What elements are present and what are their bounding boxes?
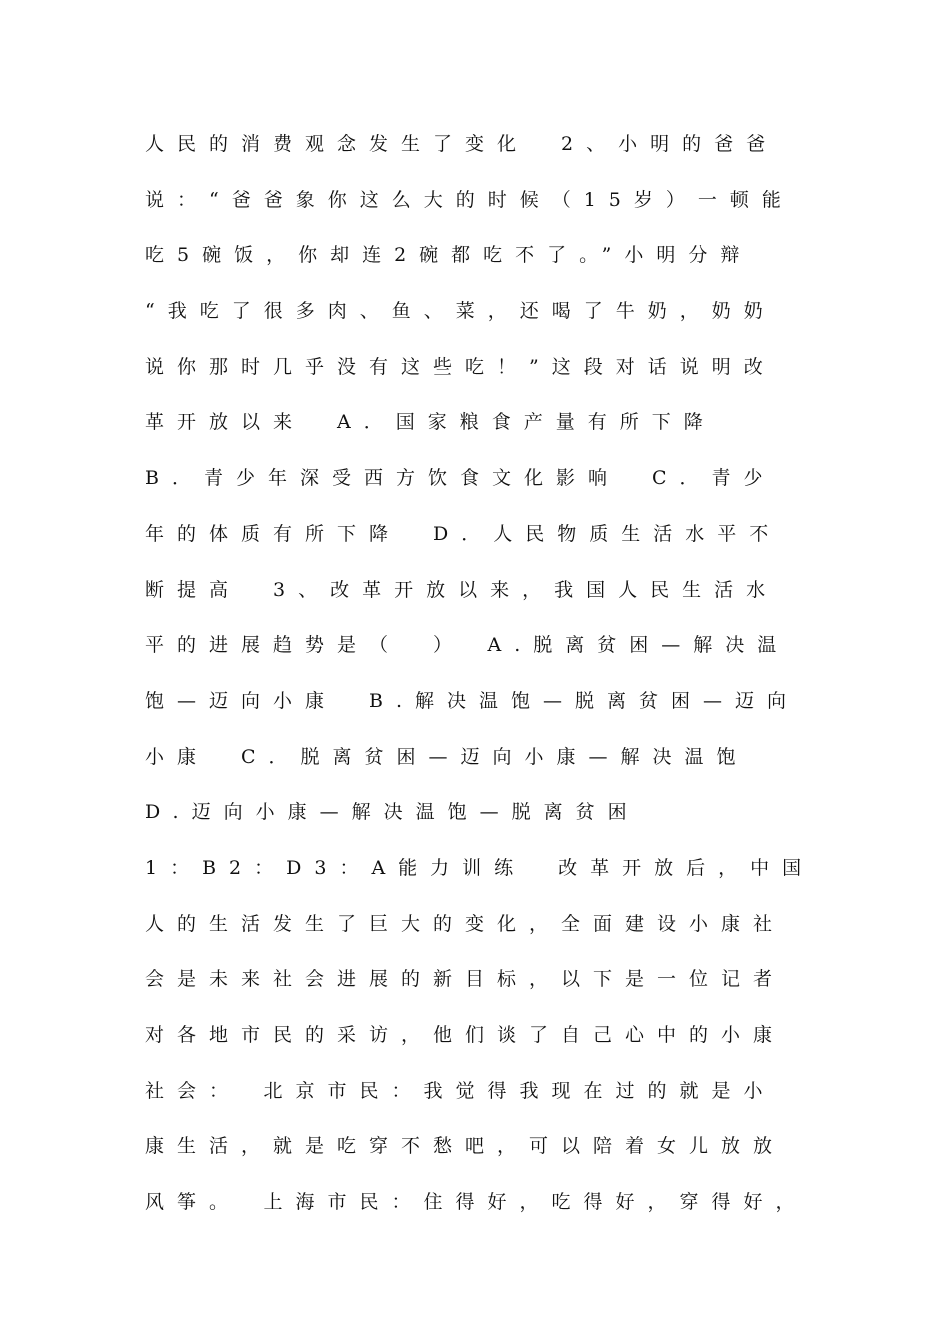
text-line: 说你那时几乎没有这些吃！”这段对话说明改 — [145, 355, 776, 378]
text-line: 说：“爸爸象你这么大的时候（15岁）一顿能 — [145, 188, 794, 211]
text-line: “我吃了很多肉、鱼、菜，还喝了牛奶，奶奶 — [145, 300, 776, 323]
text-line: 社会： 北京市民：我觉得我现在过的就是小 — [145, 1079, 776, 1102]
text-line: 年的体质有所下降 D．人民物质生活水平不 — [145, 522, 782, 545]
text-line: 人民的消费观念发生了变化 2、小明的爸爸 — [145, 133, 779, 155]
text-line: 断提高 3、改革开放以来，我国人民生活水 — [145, 578, 779, 601]
text-line: B．青少年深受西方饮食文化影响 C．青少 — [145, 467, 776, 490]
text-line: 1：B2：D3：A能力训练 改革开放后，中国 — [145, 856, 815, 879]
text-line: 小康 C．脱离贫困—迈向小康—解决温饱 — [145, 745, 749, 768]
text-line: 吃5碗饭，你却连2碗都吃不了。”小明分辩 — [145, 244, 753, 267]
text-line: 会是未来社会进展的新目标，以下是一位记者 — [145, 968, 786, 991]
text-line: 平的进展趋势是（ ） A.脱离贫困—解决温 — [145, 634, 790, 657]
text-line: 人的生活发生了巨大的变化，全面建设小康社 — [145, 912, 786, 935]
text-line: 饱—迈向小康 B.解决温饱—脱离贫困—迈向 — [145, 689, 800, 712]
text-line: 革开放以来 A．国家粮食产量有所下降 — [145, 411, 716, 434]
body-text — [145, 128, 835, 1242]
text-line: 对各地市民的采访，他们谈了自己心中的小康 — [145, 1024, 786, 1046]
text-line: D.迈向小康—解决温饱—脱离贫困 — [145, 801, 640, 824]
text-line: 风筝。 上海市民：住得好，吃得好，穿得好， — [145, 1191, 808, 1214]
text-line: 康生活，就是吃穿不愁吧，可以陪着女儿放放 — [145, 1135, 786, 1158]
